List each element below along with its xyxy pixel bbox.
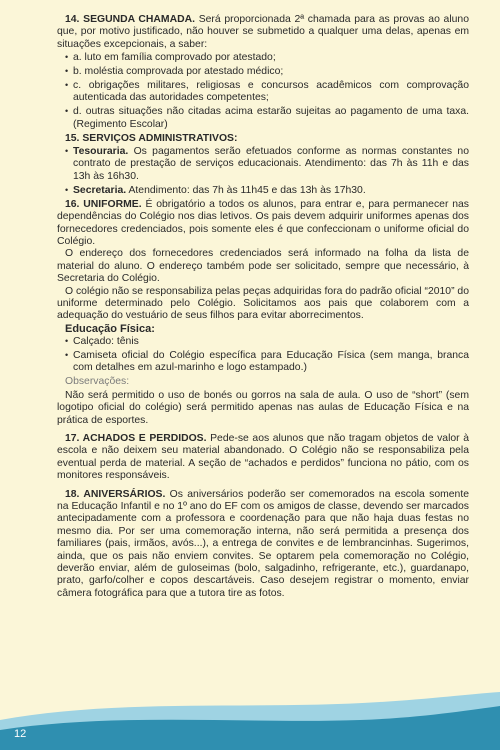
list-item: • a. luto em família comprovado por atestado; [65, 52, 469, 64]
section-17-title: 17. ACHADOS E PERDIDOS. [65, 433, 207, 444]
tesouraria-text: Os pagamentos serão efetuados conforme as normas constantes no contrato de prestação de serviços educacionais. Atendimento: das 7h às 11h e das 13h às 16h30. [73, 146, 469, 182]
secretaria-label: Secretaria. [73, 184, 127, 196]
section-14-list [65, 52, 469, 131]
section-16 [57, 199, 469, 249]
section-16-p2: O endereço dos fornecedores credenciados será informado na folha da lista de material do aluno. O endereço também pode ser solicitado, sempre que necessário, à Secretaria do Colégio. [57, 248, 469, 285]
educacao-fisica-title: Educação Física: [65, 322, 155, 335]
list-item: • d. outras situações não citadas acima estarão sujeitas ao pagamento de uma taxa. (Regimento Escolar) [65, 106, 469, 131]
section-15-title: 15. SERVIÇOS ADMINISTRATIVOS: [65, 132, 238, 144]
section-16-title: 16. UNIFORME. [65, 198, 142, 210]
footer-wave-decoration [0, 680, 500, 750]
section-14-title: 14. SEGUNDA CHAMADA. [65, 14, 195, 25]
observacoes-text: Não será permitido o uso de bonés ou gorros na sala de aula. O uso de “short” (sem logotipo oficial do colégio) será permitido apenas nas aulas de Educação Física e na prática de esportes. [57, 389, 469, 426]
section-16-p3: O colégio não se responsabiliza pelas peças adquiridas fora do padrão oficial “2010” do uniforme determinado pelo Colégio. Solicitamos aos pais que colaborem com a adequação do vestuário de seus filhos para evitar aborrecimentos. [57, 285, 469, 322]
section-16-p1: É obrigatório a todos os alunos, para entrar e, para permanecer nas dependências do Colégio nos dias letivos. Os pais devem adquirir uniformes apenas dos fornecedores credenciados, pois somente eles é que confeccionam o uniforme oficial do Colégio. [57, 198, 469, 247]
list-item: • Camiseta oficial do Colégio específica para Educação Física (sem manga, branca com detalhes em azul-marinho e logo estampado.) [65, 350, 469, 375]
section-18-text: Os aniversários poderão ser comemorados na escola somente na Educação Infantil e no 1º ano do EF com os amigos de classe, devendo ser marcados antecipadamente com a professora e coordenação para que não haja duas festas no mesmo dia. Por ser uma comemoração interna, não será permitida a presença dos familiares (pais, irmãos, avós...), a entrega de convites e de lembrancinhas. Sugerimos, ainda, que os pais não enviem convites. Se optarem pela comemoração no Colégio, deverão enviar, além de guloseimas (bolo, salgadinho, refrigerante, etc.), guardanapo, prato, garfo/colher e copos descartáveis. Caso desejem registrar o momento, enviar câmera fotográfica para que a tutora tire as fotos. [57, 488, 469, 599]
list-item: • b. moléstia comprovada por atestado médico; [65, 66, 469, 78]
section-15 [57, 133, 469, 145]
list-item-secretaria [65, 185, 469, 197]
list-item-tesouraria [65, 146, 469, 183]
section-14 [57, 14, 469, 51]
section-18 [57, 489, 469, 601]
list-item: • Calçado: tênis [65, 336, 469, 348]
section-15-list [65, 146, 469, 197]
educacao-fisica-list [65, 336, 469, 375]
section-17 [57, 433, 469, 483]
section-18-title: 18. ANIVERSÁRIOS. [65, 488, 166, 500]
observacoes-label: Observações: [65, 376, 130, 388]
page-number: 12 [14, 728, 27, 740]
list-item: • c. obrigações militares, religiosas e concursos acadêmicos com comprovação autenticada das autoridades competentes; [65, 80, 469, 105]
section-14-intro: Será proporcionada 2ª chamada para as provas ao aluno que, por motivo justificado, não houver se submetido a qualquer uma delas, apenas em situações excepcionais, a saber: [57, 14, 469, 50]
tesouraria-label: Tesouraria. [73, 146, 129, 158]
secretaria-text: Atendimento: das 7h às 11h45 e das 13h às 17h30. [128, 184, 366, 196]
page-content [57, 14, 469, 600]
section-17-text: Pede-se aos alunos que não tragam objetos de valor à escola e não deixem seu material abandonado. O Colégio não se responsabiliza pela eventual perda de material. A seção de “achados e perdidos” funciona no pátio, com os monitores responsáveis. [57, 433, 469, 482]
